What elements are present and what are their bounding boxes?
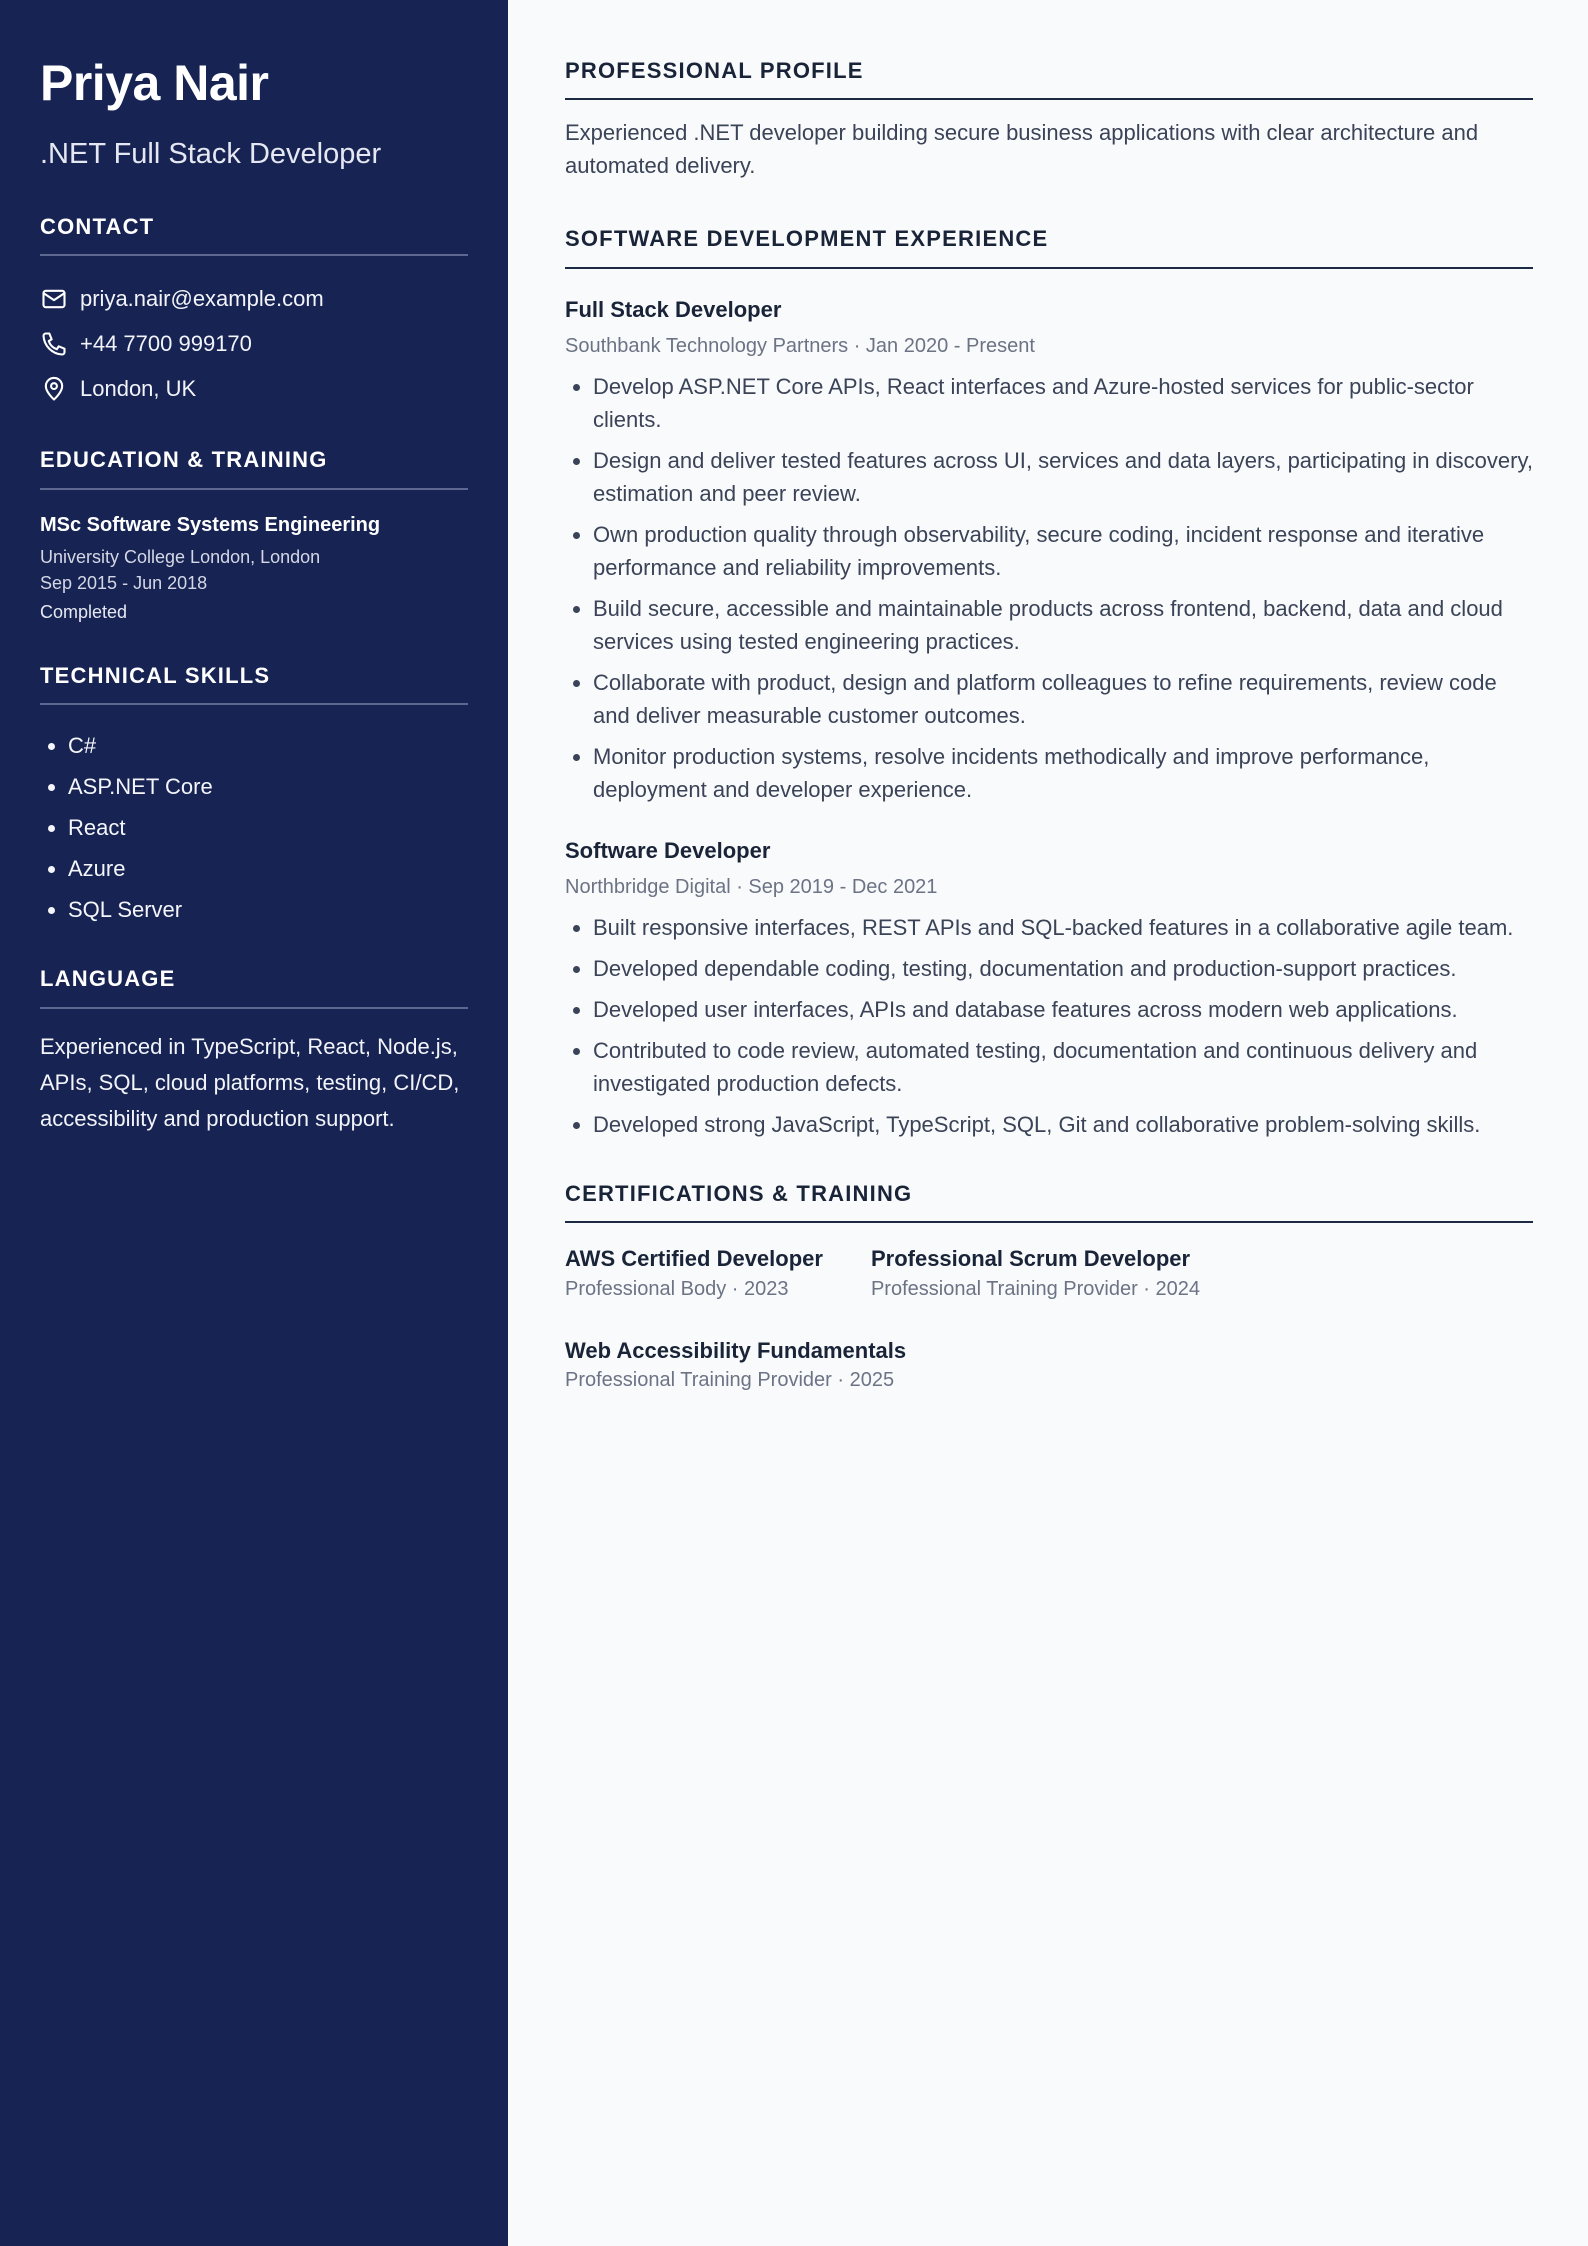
location-pin-icon [40, 375, 68, 403]
education-degree: MSc Software Systems Engineering [40, 513, 381, 536]
certification-name: Web Accessibility Fundamentals [565, 1337, 907, 1363]
skill-item: • React [68, 807, 468, 848]
profile-section [565, 58, 1533, 182]
job-bullet: • Collaborate with product, design and platform colleagues to refine requirements, review code and deliver measurable customer outcomes. [593, 666, 1533, 732]
job-entry [565, 838, 1533, 1141]
job-bullet: • Monitor production systems, resolve incidents methodically and improve performance, deployment and developer experience. [593, 740, 1533, 806]
contact-location [40, 366, 468, 411]
job-title: Full Stack Developer [565, 296, 782, 322]
skill-item: • SQL Server [68, 889, 468, 930]
phone-icon [40, 330, 68, 358]
certifications-section [565, 1181, 1533, 1429]
mail-icon [40, 285, 68, 313]
main-content [508, 0, 1588, 2246]
education-dates: Sep 2015 - Jun 2018 [40, 572, 208, 593]
certification-name: AWS Certified Developer [565, 1246, 823, 1272]
language-section [40, 966, 468, 1136]
skills-heading: TECHNICAL SKILLS [40, 663, 468, 705]
skill-item: • ASP.NET Core [68, 766, 468, 807]
experience-section [565, 226, 1533, 1140]
job-entry [565, 297, 1533, 806]
job-meta: Northbridge Digital · Sep 2019 - Dec 2021 [565, 875, 938, 898]
skill-item: • C# [68, 725, 468, 766]
contact-heading: CONTACT [40, 214, 468, 256]
certification-meta: Professional Training Provider · 2025 [565, 1369, 895, 1392]
contact-email[interactable] [40, 276, 468, 321]
certifications-heading: CERTIFICATIONS & TRAINING [565, 1181, 1533, 1223]
profile-text: Experienced .NET developer building secure business applications with clear architecture and automated delivery. [565, 120, 1479, 179]
profile-heading: PROFESSIONAL PROFILE [565, 58, 1533, 100]
job-bullet: • Own production quality through observability, secure coding, incident response and iterative performance and reliability improvements. [593, 518, 1533, 584]
job-bullets [565, 911, 1533, 1141]
experience-heading: SOFTWARE DEVELOPMENT EXPERIENCE [565, 226, 1533, 268]
contact-email-text: priya.nair@example.com [80, 285, 324, 311]
contact-phone[interactable] [40, 321, 468, 366]
skill-item: • Azure [68, 848, 468, 889]
education-section [40, 447, 468, 623]
skills-list [40, 725, 468, 930]
education-heading: EDUCATION & TRAINING [40, 447, 468, 489]
job-bullet: • Build secure, accessible and maintainable products across frontend, backend, data and cloud services using tested engineering practices. [593, 592, 1533, 658]
candidate-role: .NET Full Stack Developer [40, 138, 382, 170]
job-title: Software Developer [565, 837, 771, 863]
job-meta: Southbank Technology Partners · Jan 2020 - Present [565, 334, 1035, 357]
job-bullet: • Contributed to code review, automated testing, documentation and continuous delivery and investigated production defects. [593, 1034, 1533, 1100]
certification-meta: Professional Training Provider · 2024 [870, 1277, 1201, 1300]
certification-item [565, 1337, 1485, 1393]
job-bullet: • Develop ASP.NET Core APIs, React interfaces and Azure-hosted services for public-sector clients. [593, 370, 1533, 436]
job-bullet: • Developed strong JavaScript, TypeScript, SQL, Git and collaborative problem-solving skills. [593, 1108, 1533, 1141]
job-bullet: • Built responsive interfaces, REST APIs and SQL-backed features in a collaborative agile team. [593, 911, 1533, 944]
language-text: Experienced in TypeScript, React, Node.js, APIs, SQL, cloud platforms, testing, CI/CD, accessibility and production support. [40, 1033, 460, 1131]
sidebar [0, 0, 508, 2246]
language-heading: LANGUAGE [40, 966, 468, 1008]
certification-name: Professional Scrum Developer [870, 1246, 1191, 1272]
certification-item [871, 1245, 1200, 1301]
candidate-name: Priya Nair [40, 55, 269, 111]
certifications-list [565, 1245, 1533, 1428]
certification-meta: Professional Body · 2023 [565, 1277, 789, 1300]
skills-section [40, 663, 468, 930]
certification-item [565, 1245, 823, 1301]
contact-location-text: London, UK [80, 375, 197, 401]
contact-section [40, 214, 468, 411]
contact-phone-text: +44 7700 999170 [80, 330, 252, 356]
education-school: University College London, London [40, 546, 321, 567]
job-bullet: • Developed dependable coding, testing, documentation and production-support practices. [593, 952, 1533, 985]
job-bullets [565, 370, 1533, 806]
job-bullet: • Design and deliver tested features across UI, services and data layers, participating in discovery, estimation and peer review. [593, 444, 1533, 510]
contact-list [40, 276, 468, 411]
education-status: Completed [40, 601, 128, 622]
job-bullet: • Developed user interfaces, APIs and database features across modern web applications. [593, 993, 1533, 1026]
